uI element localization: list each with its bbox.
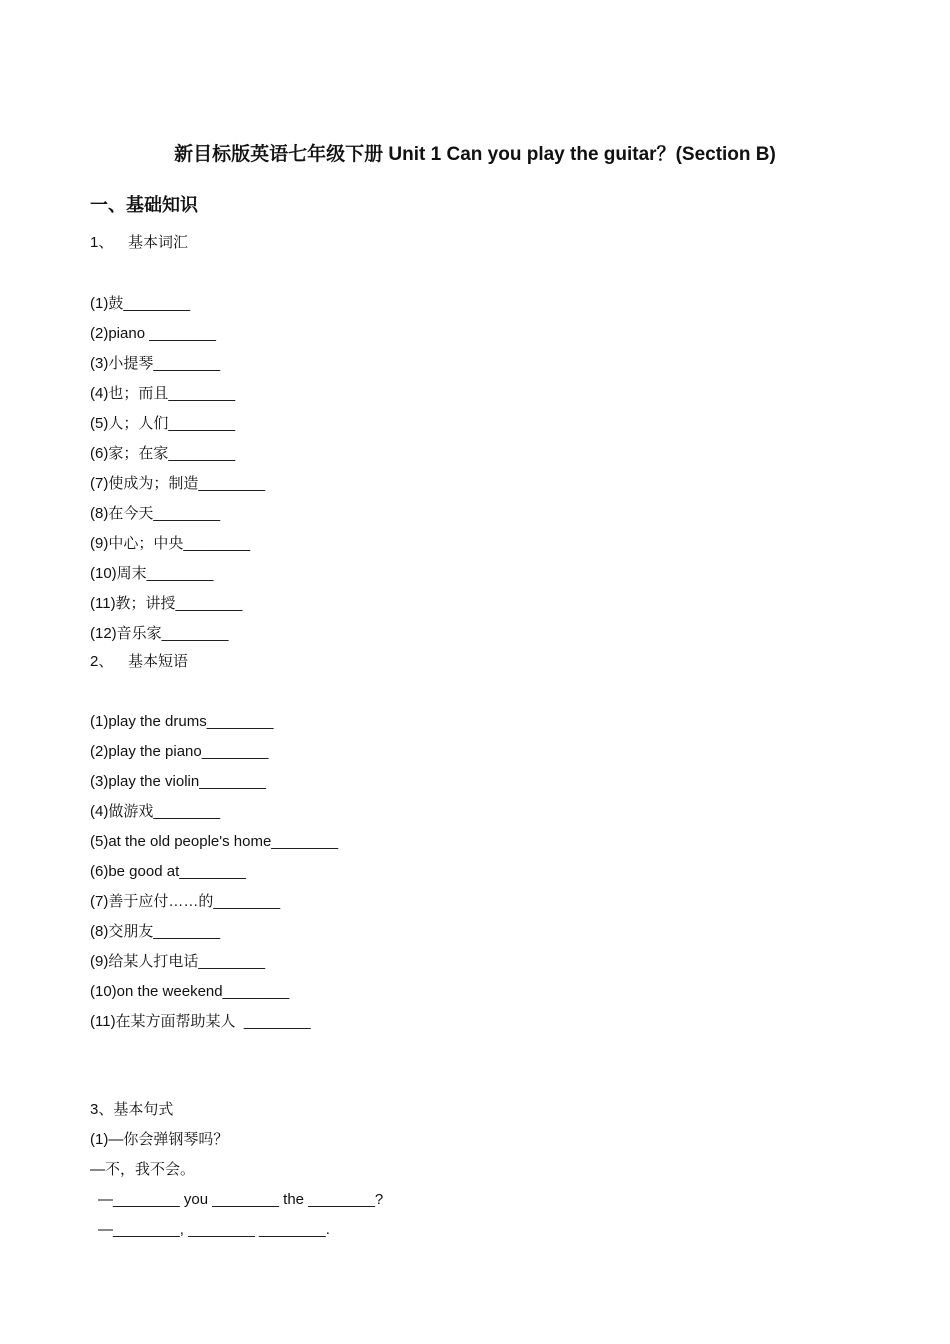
- list-item: —________, ________ ________.: [98, 1221, 330, 1238]
- list-item: (7)使成为；制造________: [90, 475, 266, 492]
- list-item: (8)在今天________: [90, 505, 221, 522]
- list-item: (1)—你会弹钢琴吗？: [90, 1131, 229, 1148]
- list-item: (10)周末________: [90, 565, 214, 582]
- list-item: (1)鼓________: [90, 295, 191, 312]
- list-item: (3)小提琴________: [90, 355, 221, 372]
- list-item: (6)家；在家________: [90, 445, 236, 462]
- list-item: —不，我不会。: [90, 1161, 196, 1178]
- list-item: (12)音乐家________: [90, 625, 229, 642]
- list-item: (4)也；而且________: [90, 385, 236, 402]
- list-item: (10)on the weekend________: [90, 983, 290, 1000]
- phrases-heading: [90, 651, 188, 673]
- vocabulary-heading-text: 基本词汇: [128, 234, 189, 251]
- phrases-number: 2、: [90, 653, 114, 670]
- page-title: 新目标版英语七年级下册 Unit 1 Can you play the guitar？(Section B): [174, 144, 776, 165]
- list-item: (7)善于应付……的________: [90, 893, 281, 910]
- phrases-list: [90, 707, 338, 1037]
- list-item: (3)play the violin________: [90, 773, 266, 790]
- sentences-heading: 3、基本句式: [90, 1101, 174, 1118]
- list-item: (1)play the drums________: [90, 713, 274, 730]
- list-item: (9)中心；中央________: [90, 535, 251, 552]
- section-heading-basic-knowledge: 一、基础知识: [90, 195, 198, 215]
- list-item: (2)play the piano________: [90, 743, 269, 760]
- list-item: (8)交朋友________: [90, 923, 221, 940]
- sentences-list: [90, 1125, 383, 1245]
- vocabulary-number: 1、: [90, 234, 114, 251]
- list-item: (4)做游戏________: [90, 803, 221, 820]
- list-item: (9)给某人打电话________: [90, 953, 266, 970]
- list-item: (2)piano ________: [90, 325, 216, 342]
- list-item: (11)在某方面帮助某人 ________: [90, 1013, 311, 1030]
- vocabulary-heading: [90, 232, 188, 254]
- list-item: —________ you ________ the ________?: [98, 1191, 384, 1208]
- list-item: (11)教；讲授________: [90, 595, 243, 612]
- phrases-heading-text: 基本短语: [128, 653, 189, 670]
- list-item: (6)be good at________: [90, 863, 246, 880]
- vocabulary-list: [90, 289, 265, 649]
- list-item: (5)人；人们________: [90, 415, 236, 432]
- list-item: (5)at the old people's home________: [90, 833, 339, 850]
